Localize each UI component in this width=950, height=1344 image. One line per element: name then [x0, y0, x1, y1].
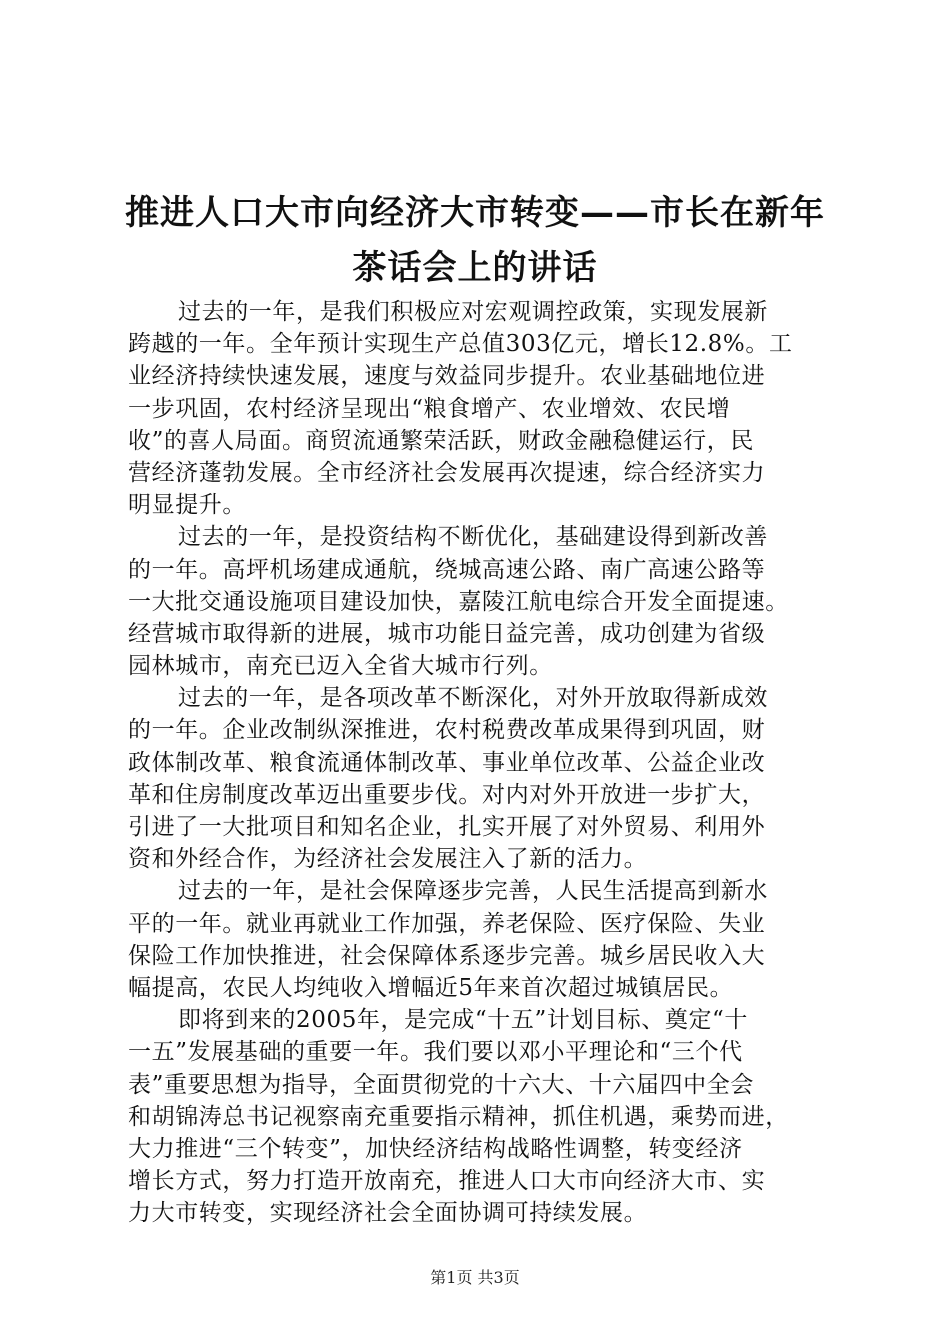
- document-title-line-1: 推进人口大市向经济大市转变——市长在新年: [125, 193, 825, 233]
- paragraph-line: 幅提高，农民人均纯收入增幅近5年来首次超过城镇居民。: [128, 974, 734, 1001]
- document-body: [128, 296, 828, 1229]
- paragraph-line: 的一年。高坪机场建成通航，绕城高速公路、南广高速公路等: [128, 556, 766, 583]
- paragraph-line: 过去的一年，是我们积极应对宏观调控政策，实现发展新: [178, 299, 768, 325]
- paragraph-line: 政体制改革、粮食流通体制改革、事业单位改革、公益企业改: [128, 749, 766, 776]
- document-title-line-2: 茶话会上的讲话: [352, 248, 598, 288]
- paragraph-line: 过去的一年，是各项改革不断深化，对外开放取得新成效: [178, 685, 768, 712]
- paragraph-line: 力大市转变，实现经济社会全面协调可持续发展。: [128, 1200, 648, 1227]
- paragraph-line: 增长方式，努力打造开放南充，推进人口大市向经济大市、实: [128, 1168, 766, 1195]
- paragraph-line: 的一年。企业改制纵深推进，农村税费改革成果得到巩固，财: [128, 717, 766, 744]
- paragraph-line: 革和住房制度改革迈出重要步伐。对内对外开放进一步扩大，: [128, 781, 766, 808]
- paragraph-line: 平的一年。就业再就业工作加强，养老保险、医疗保险、失业: [128, 910, 766, 937]
- paragraph-line: 表”重要思想为指导，全面贯彻党的十六大、十六届四中全会: [128, 1071, 754, 1098]
- paragraph-line: 大力推进“三个转变”，加快经济结构战略性调整，转变经济: [128, 1135, 743, 1162]
- paragraph-line: 业经济持续快速发展，速度与效益同步提升。农业基础地位进: [128, 363, 766, 390]
- paragraph-line: 即将到来的2005年，是完成“十五”计划目标、奠定“十: [178, 1007, 749, 1034]
- paragraph: [128, 521, 828, 682]
- paragraph-line: 和胡锦涛总书记视察南充重要指示精神，抓住机遇，乘势而进，: [128, 1103, 789, 1130]
- paragraph-line: 收”的喜人局面。商贸流通繁荣活跃，财政金融稳健运行，民: [128, 427, 754, 454]
- paragraph-line: 经营城市取得新的进展，城市功能日益完善，成功创建为省级: [128, 620, 766, 647]
- paragraph-line: 一大批交通设施项目建设加快，嘉陵江航电综合开发全面提速。: [128, 588, 789, 615]
- paragraph-line: 资和外经合作，为经济社会发展注入了新的活力。: [128, 846, 648, 873]
- paragraph-line: 过去的一年，是社会保障逐步完善，人民生活提高到新水: [178, 878, 768, 905]
- paragraph: [128, 296, 828, 521]
- paragraph-line: 保险工作加快推进，社会保障体系逐步完善。城乡居民收入大: [128, 942, 766, 969]
- paragraph-line: 明显提升。: [128, 492, 246, 519]
- paragraph-line: 园林城市，南充已迈入全省大城市行列。: [128, 653, 553, 680]
- paragraph-line: 引进了一大批项目和知名企业，扎实开展了对外贸易、利用外: [128, 814, 766, 840]
- paragraph: [128, 682, 828, 875]
- paragraph-line: 一五”发展基础的重要一年。我们要以邓小平理论和“三个代: [128, 1039, 743, 1066]
- paragraph-line: 跨越的一年。全年预计实现生产总值303亿元，增长12.8%。工: [128, 331, 793, 358]
- paragraph-line: 一步巩固，农村经济呈现出“粮食增产、农业增效、农民增: [128, 395, 731, 422]
- paragraph-line: 营经济蓬勃发展。全市经济社会发展再次提速，综合经济实力: [128, 459, 766, 486]
- paragraph-line: 过去的一年，是投资结构不断优化，基础建设得到新改善: [178, 524, 768, 551]
- page-footer: 第1页 共3页: [430, 1268, 520, 1287]
- paragraph: [128, 875, 828, 1004]
- paragraph: [128, 1004, 828, 1229]
